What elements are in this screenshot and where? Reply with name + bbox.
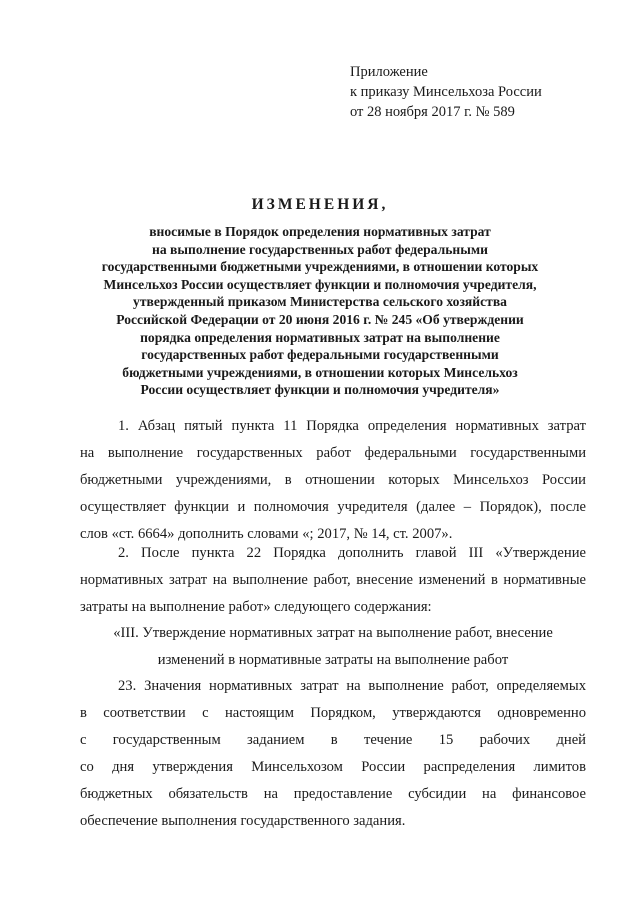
order-date-number: от 28 ноября 2017 г. № 589 <box>350 104 515 120</box>
paragraph-line: на выполнение государственных работ федеральными государственными <box>80 445 586 461</box>
subtitle-line: Российской Федерации от 20 июня 2016 г. № 245 «Об утверждении <box>116 311 524 327</box>
subtitle-line: утвержденный приказом Министерства сельского хозяйства <box>133 294 507 310</box>
subtitle-line: России осуществляет функции и полномочия учредителя» <box>140 382 500 398</box>
paragraph-line: бюджетными учреждениями, в отношении которых Минсельхоз России <box>80 472 586 488</box>
paragraph-line: бюджетных обязательств на предоставление субсидии на финансовое <box>80 786 586 802</box>
subtitle-line: государственных работ федеральными государственными <box>141 347 499 363</box>
chapter-line: изменений в нормативные затраты на выполнение работ <box>157 652 509 668</box>
paragraph-line: осуществляет функции и полномочия учредителя (далее – Порядок), после <box>80 499 586 515</box>
paragraph-line: 1. Абзац пятый пункта 11 Порядка определения нормативных затрат <box>118 418 586 434</box>
subtitle-line: на выполнение государственных работ федеральными <box>152 241 488 257</box>
subtitle-line: порядка определения нормативных затрат на выполнение <box>140 329 500 345</box>
paragraph-3 <box>80 673 586 835</box>
chapter-line: «III. Утверждение нормативных затрат на выполнение работ, внесение <box>113 625 553 641</box>
subtitle-line: вносимые в Порядок определения нормативных затрат <box>149 224 491 239</box>
paragraph-line: обеспечение выполнения государственного задания. <box>80 813 406 829</box>
appendix-header <box>350 62 542 122</box>
paragraph-line: нормативных затрат на выполнение работ, внесение изменений в нормативные <box>80 572 586 588</box>
paragraph-1 <box>80 413 586 548</box>
appendix-label: Приложение <box>350 64 428 80</box>
chapter-heading <box>80 620 586 674</box>
document-title: ИЗМЕНЕНИЯ, <box>251 196 389 213</box>
document-subtitle <box>60 223 580 399</box>
paragraph-line: 23. Значения нормативных затрат на выполнение работ, определяемых <box>118 678 586 694</box>
paragraph-line: слов «ст. 6664» дополнить словами «; 2017, № 14, ст. 2007». <box>80 526 453 542</box>
order-reference: к приказу Минсельхоза России <box>350 84 542 100</box>
subtitle-line: Минсельхоз России осуществляет функции и полномочия учредителя, <box>103 276 537 292</box>
paragraph-line: 2. После пункта 22 Порядка дополнить главой III «Утверждение <box>118 545 586 561</box>
paragraph-2 <box>80 540 586 621</box>
subtitle-line: бюджетными учреждениями, в отношении которых Минсельхоз <box>122 364 518 380</box>
paragraph-line: затраты на выполнение работ» следующего содержания: <box>80 599 432 615</box>
paragraph-line: в соответствии с настоящим Порядком, утверждаются одновременно <box>80 705 586 721</box>
paragraph-line: со дня утверждения Минсельхозом России распределения лимитов <box>80 759 586 775</box>
subtitle-line: государственными бюджетными учреждениями, в отношении которых <box>101 259 539 275</box>
paragraph-line: с государственным заданием в течение 15 рабочих дней <box>80 732 586 748</box>
